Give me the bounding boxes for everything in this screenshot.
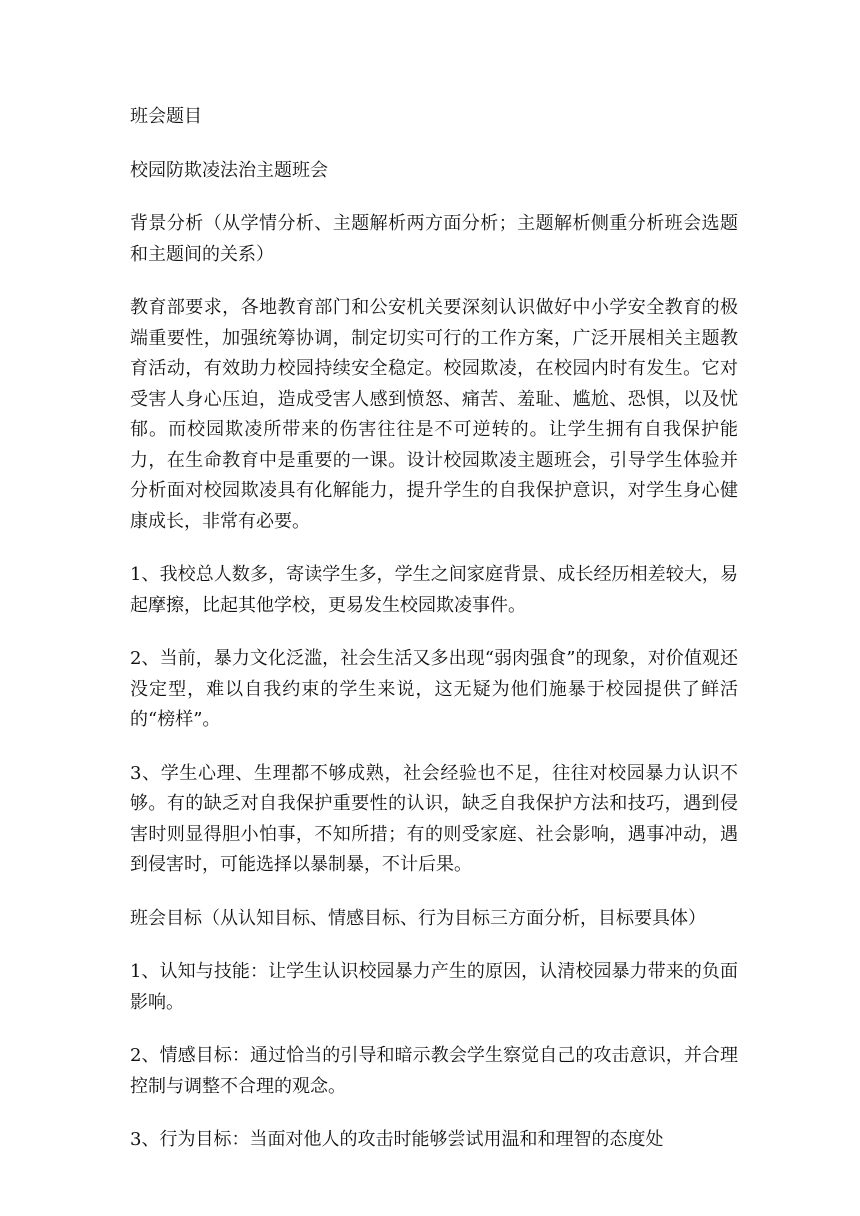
- document-page: [130, 102, 738, 1179]
- heading-meeting-goals: 班会目标（从认知目标、情感目标、行为目标三方面分析，目标要具体）: [130, 907, 706, 929]
- goal-behavioral: 3、行为目标：当面对他人的攻击时能够尝试用温和和理智的态度处: [130, 1129, 664, 1150]
- background-point-3: 3、学生心理、生理都不够成熟，社会经验也不足，往往对校园暴力认识不够。有的缺乏对自我保护重要性的认识，缺乏自我保护方法和技巧，遇到侵害时则显得胆小怕事，不知所措；有的则受家庭、社会影响，遇事冲动，遇到侵害时，可能选择以暴制暴，不计后果。: [130, 762, 738, 875]
- background-point-1: 1、我校总人数多，寄读学生多，学生之间家庭背景、成长经历相差较大，易起摩擦，比起其他学校，更易发生校园欺凌事件。: [130, 564, 738, 616]
- meeting-title: 校园防欺凌法治主题班会: [130, 159, 328, 181]
- background-point-2: 2、当前，暴力文化泛滥，社会生活又多出现“弱肉强食”的现象，对价值观还没定型，难以自我约束的学生来说，这无疑为他们施暴于校园提供了鲜活的“榜样”。: [130, 648, 738, 730]
- goal-emotional: 2、情感目标：通过恰当的引导和暗示教会学生察觉自己的攻击意识，并合理控制与调整不合理的观念。: [130, 1045, 738, 1097]
- heading-class-meeting-topic: 班会题目: [130, 106, 202, 127]
- heading-background-analysis: 背景分析（从学情分析、主题解析两方面分析；主题解析侧重分析班会选题和主题间的关系）: [130, 213, 738, 265]
- background-paragraph: 教育部要求，各地教育部门和公安机关要深刻认识做好中小学安全教育的极端重要性，加强统筹协调，制定切实可行的工作方案，广泛开展相关主题教育活动，有效助力校园持续安全稳定。校园欺凌，在校园内时有发生。它对受害人身心压迫，造成受害人感到愤怒、痛苦、羞耻、尴尬、恐惧，以及忧郁。而校园欺凌所带来的伤害往往是不可逆转的。让学生拥有自我保护能力，在生命教育中是重要的一课。设计校园欺凌主题班会，引导学生体验并分析面对校园欺凌具有化解能力，提升学生的自我保护意识，对学生身心健康成长，非常有必要。: [130, 297, 738, 532]
- goal-cognitive: 1、认知与技能：让学生认识校园暴力产生的原因，认清校园暴力带来的负面影响。: [130, 961, 738, 1013]
